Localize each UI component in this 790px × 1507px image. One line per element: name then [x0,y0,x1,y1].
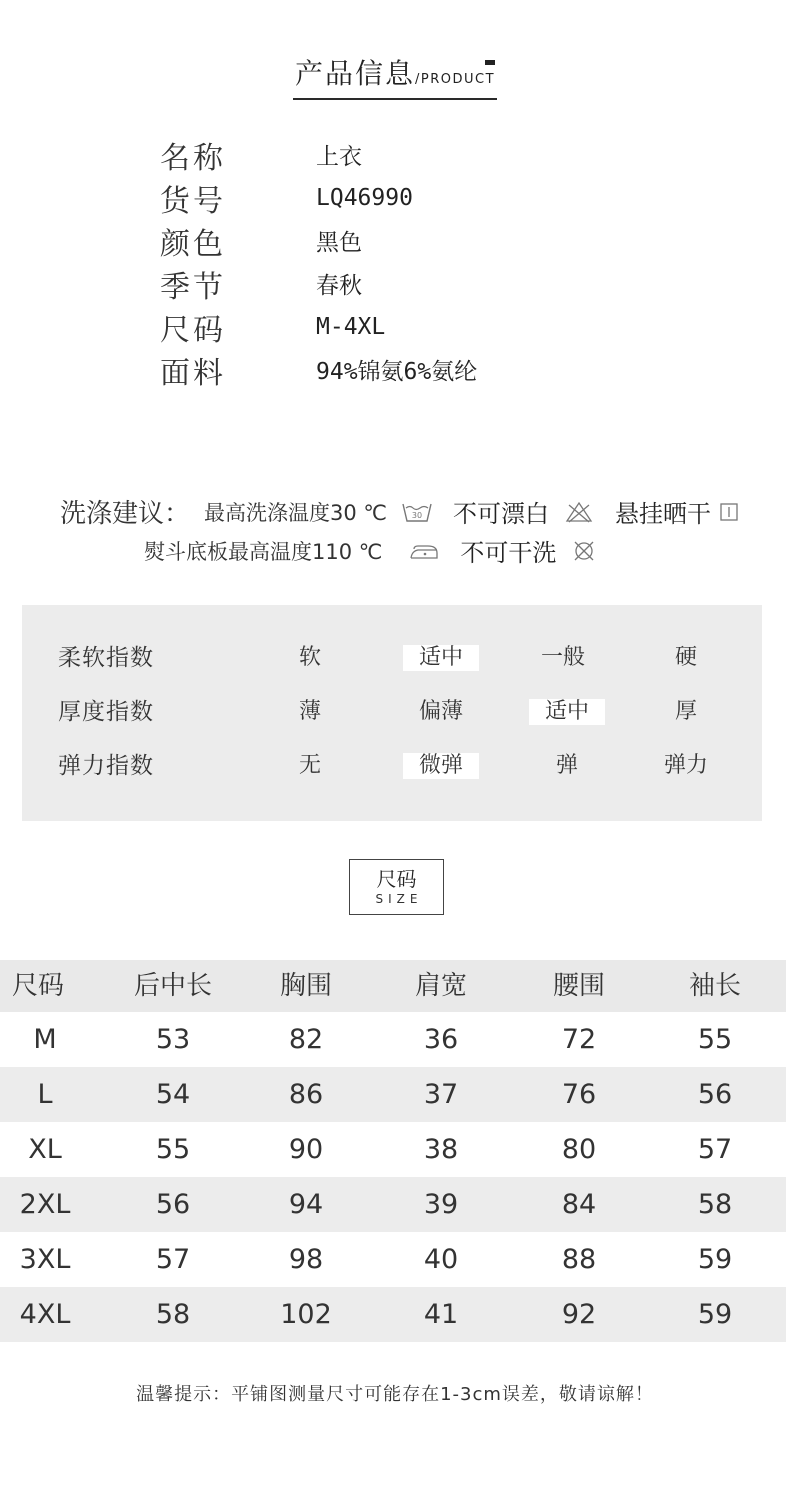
table-cell: 40 [423,1244,459,1275]
table-cell: 4XL [19,1299,71,1330]
index-option-selected: 适中 [403,645,479,671]
elasticity-index-row [22,751,762,781]
header-mark-decoration [485,60,495,65]
no-dry-clean-icon [572,539,596,563]
info-row-color [160,219,477,262]
index-label: 柔软指数 [58,645,154,671]
info-value: 上衣 [316,144,362,170]
header-subtitle: /PRODUCT [414,72,496,87]
table-cell: 54 [155,1079,191,1110]
care-no-bleach: 不可漂白 [453,500,549,528]
table-cell: 59 [697,1244,733,1275]
info-value: 春秋 [316,273,362,299]
index-option: 厚 [674,699,697,724]
table-cell: 37 [423,1079,459,1110]
info-row-size [160,305,477,348]
info-row-season [160,262,477,305]
table-cell: M [33,1024,57,1055]
info-value: LQ46990 [316,184,413,211]
table-row [0,1012,786,1067]
table-cell: 56 [155,1189,191,1220]
index-option: 硬 [674,645,697,670]
index-option-selected: 适中 [529,699,605,725]
info-label: 季节 [160,269,226,305]
index-option: 一般 [540,645,585,670]
table-cell: 102 [280,1299,332,1330]
index-option: 薄 [298,699,321,724]
header-title-block [293,52,497,100]
table-cell: 58 [697,1189,733,1220]
care-wash-temp: 最高洗涤温度30 ℃ [204,500,387,525]
wash-tub-icon [401,500,433,524]
table-header-cell: 后中长 [133,971,212,1001]
iron-icon [408,540,440,562]
table-cell: 41 [423,1299,459,1330]
no-bleach-icon [565,500,593,524]
table-cell: 84 [561,1189,597,1220]
table-header-cell: 袖长 [688,971,741,1001]
header-title: 产品信息 [294,57,415,90]
size-section-badge [349,859,444,915]
table-cell: 3XL [19,1244,71,1275]
table-cell: XL [28,1134,62,1165]
table-row [0,1067,786,1122]
info-row-sku [160,176,477,219]
table-cell: 55 [155,1134,191,1165]
index-option-selected: 微弹 [403,753,479,779]
size-table [0,960,790,1342]
care-iron-temp: 熨斗底板最高温度110 ℃ [144,539,383,564]
hang-dry-icon [719,501,739,523]
table-cell: 72 [561,1024,597,1055]
index-option: 无 [298,753,321,778]
measurement-note: 温馨提示：平铺图测量尺寸可能存在1-3cm误差，敬请谅解！ [136,1384,654,1405]
softness-index-row [22,643,762,673]
info-value: 黑色 [316,230,362,256]
fabric-index-panel [22,605,762,821]
index-option: 偏薄 [418,699,463,724]
info-label: 尺码 [160,312,226,348]
table-cell: 56 [697,1079,733,1110]
table-cell: 76 [561,1079,597,1110]
table-cell: 86 [288,1079,324,1110]
index-label: 弹力指数 [58,753,154,779]
table-header-cell: 肩宽 [414,971,467,1001]
table-cell: 57 [155,1244,191,1275]
table-cell: 92 [561,1299,597,1330]
table-header-row [0,960,786,1012]
care-hang-dry: 悬挂晒干 [615,500,711,528]
svg-text:30: 30 [411,510,423,520]
size-badge-title: 尺码 [376,867,417,891]
table-header-cell: 尺码 [11,971,64,1001]
table-cell: 57 [697,1134,733,1165]
table-cell: 36 [423,1024,459,1055]
table-cell: 58 [155,1299,191,1330]
table-row [0,1287,786,1342]
care-line-1 [60,493,739,530]
info-row-fabric [160,348,477,391]
table-row [0,1177,786,1232]
table-header-cell: 胸围 [279,971,332,1001]
table-cell: 53 [155,1024,191,1055]
index-option: 软 [298,645,321,670]
table-cell: 94 [288,1189,324,1220]
table-cell: L [37,1079,53,1110]
table-cell: 59 [697,1299,733,1330]
index-label: 厚度指数 [58,699,154,725]
table-cell: 90 [288,1134,324,1165]
index-option: 弹力 [663,753,708,778]
section-header [0,52,790,100]
table-row [0,1122,786,1177]
table-header-cell: 腰围 [552,971,605,1001]
info-value: M-4XL [316,313,386,340]
info-label: 货号 [160,183,226,219]
info-label: 名称 [160,140,226,176]
info-label: 颜色 [160,226,226,262]
table-cell: 55 [697,1024,733,1055]
table-cell: 88 [561,1244,597,1275]
care-line-2 [144,533,596,568]
thickness-index-row [22,697,762,727]
info-value: 94%锦氨6%氨纶 [316,359,478,385]
table-cell: 82 [288,1024,324,1055]
table-cell: 38 [423,1134,459,1165]
table-cell: 39 [423,1189,459,1220]
table-cell: 2XL [19,1189,71,1220]
table-row [0,1232,786,1287]
index-option: 弹 [555,753,578,778]
info-label: 面料 [160,355,226,391]
care-no-dry-clean: 不可干洗 [460,539,557,567]
product-info-list [160,133,477,391]
table-cell: 98 [288,1244,324,1275]
table-cell: 80 [561,1134,597,1165]
size-badge-subtitle: SIZE [375,892,423,906]
care-label: 洗涤建议： [60,499,191,529]
info-row-name [160,133,477,176]
